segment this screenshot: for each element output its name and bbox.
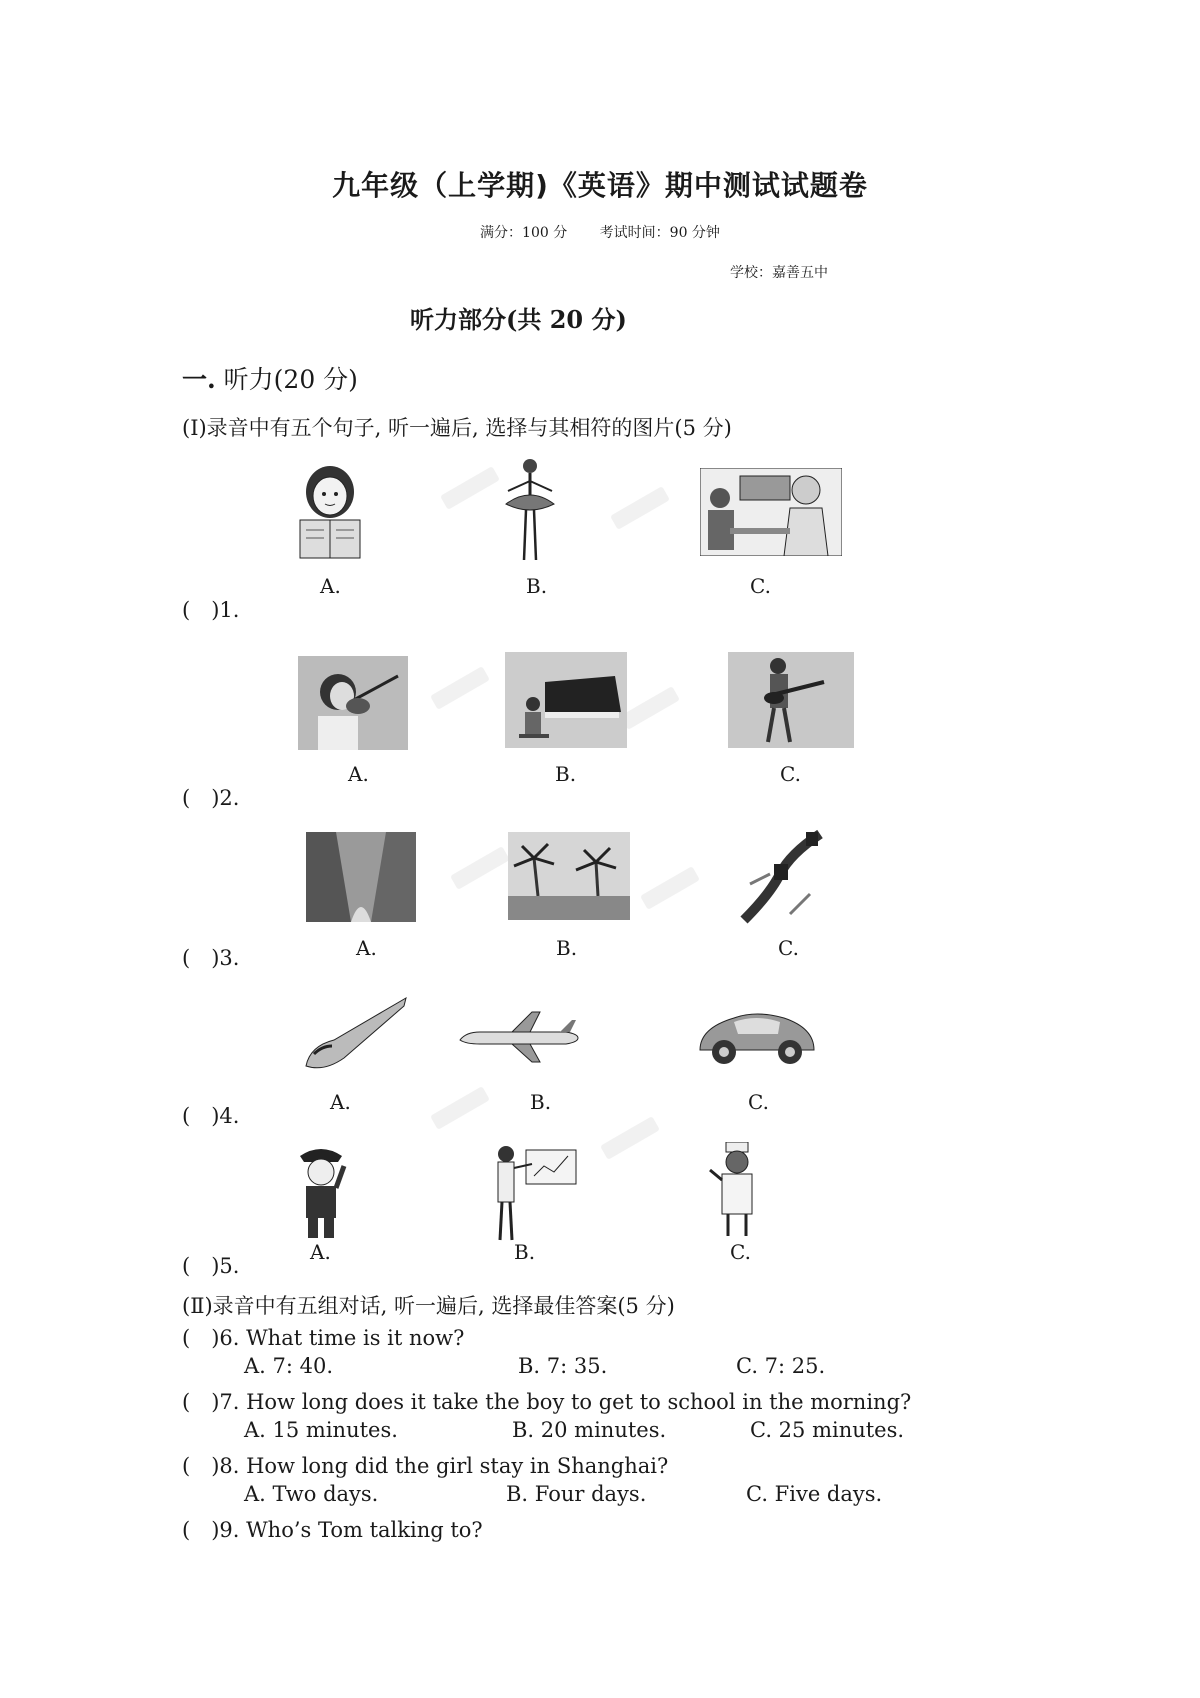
section-title: 听力部分(共 20 分) bbox=[410, 305, 627, 334]
question-3-number: ( )3. bbox=[182, 946, 240, 970]
q7-option-a: A. 15 minutes. bbox=[244, 1418, 398, 1442]
question-1-number: ( )1. bbox=[182, 598, 240, 622]
question-2-number: ( )2. bbox=[182, 786, 240, 810]
option-label: B. bbox=[514, 1240, 536, 1264]
airplane-icon bbox=[456, 1006, 582, 1066]
part-heading bbox=[182, 360, 358, 396]
q8-option-b: B. Four days. bbox=[506, 1482, 647, 1506]
doctor-icon bbox=[706, 1142, 768, 1240]
option-label: C. bbox=[748, 1090, 769, 1114]
q6-option-c: C. 7: 25. bbox=[736, 1354, 826, 1378]
option-label: C. bbox=[750, 574, 771, 598]
exam-meta bbox=[0, 222, 1200, 242]
question-5-number: ( )5. bbox=[182, 1254, 240, 1278]
option-label: A. bbox=[330, 1090, 351, 1114]
exam-time: 考试时间：90 分钟 bbox=[599, 225, 720, 241]
option-label: A. bbox=[320, 574, 341, 598]
q6-option-b: B. 7: 35. bbox=[518, 1354, 608, 1378]
q7-option-b: B. 20 minutes. bbox=[512, 1418, 667, 1442]
option-label: B. bbox=[556, 936, 578, 960]
girl-reading-icon bbox=[292, 462, 368, 562]
bullet-train-icon bbox=[304, 996, 408, 1076]
option-label: A. bbox=[356, 936, 377, 960]
teacher-icon bbox=[486, 1140, 586, 1244]
part-number: 一. bbox=[182, 365, 216, 394]
option-label: C. bbox=[730, 1240, 751, 1264]
office-workers-icon bbox=[700, 468, 842, 556]
violin-player-icon bbox=[298, 656, 408, 750]
part-title: 听力(20 分) bbox=[223, 365, 358, 394]
sub-instruction-1: (Ⅰ)录音中有五个句子, 听一遍后, 选择与其相符的图片(5 分) bbox=[182, 416, 732, 440]
option-label: B. bbox=[555, 762, 577, 786]
q8-option-c: C. Five days. bbox=[746, 1482, 883, 1506]
car-icon bbox=[694, 998, 820, 1070]
palm-beach-icon bbox=[508, 832, 630, 920]
option-label: C. bbox=[780, 762, 801, 786]
q8-option-a: A. Two days. bbox=[244, 1482, 379, 1506]
school-name: 学校：嘉善五中 bbox=[730, 265, 828, 281]
sub-instruction-2: (Ⅱ)录音中有五组对话, 听一遍后, 选择最佳答案(5 分) bbox=[182, 1294, 675, 1318]
canyon-icon bbox=[306, 832, 416, 922]
question-6: ( )6. What time is it now? bbox=[182, 1326, 465, 1350]
option-label: A. bbox=[348, 762, 369, 786]
policeman-icon bbox=[292, 1142, 350, 1242]
option-label: B. bbox=[530, 1090, 552, 1114]
question-8: ( )8. How long did the girl stay in Shanghai? bbox=[182, 1454, 669, 1478]
page-title: 九年级（上学期)《英语》期中测试试题卷 bbox=[332, 169, 868, 202]
q6-option-a: A. 7: 40. bbox=[244, 1354, 334, 1378]
question-7: ( )7. How long does it take the boy to get to school in the morning? bbox=[182, 1390, 912, 1414]
piano-player-icon bbox=[505, 652, 627, 748]
option-label: B. bbox=[526, 574, 548, 598]
question-4-number: ( )4. bbox=[182, 1104, 240, 1128]
ballet-dancer-icon bbox=[500, 456, 560, 568]
option-label: A. bbox=[310, 1240, 331, 1264]
option-label: C. bbox=[778, 936, 799, 960]
question-9: ( )9. Who’s Tom talking to? bbox=[182, 1518, 483, 1542]
full-score: 满分：100 分 bbox=[480, 225, 568, 241]
guitar-player-icon bbox=[728, 652, 854, 748]
great-wall-icon bbox=[740, 824, 830, 928]
q7-option-c: C. 25 minutes. bbox=[750, 1418, 905, 1442]
